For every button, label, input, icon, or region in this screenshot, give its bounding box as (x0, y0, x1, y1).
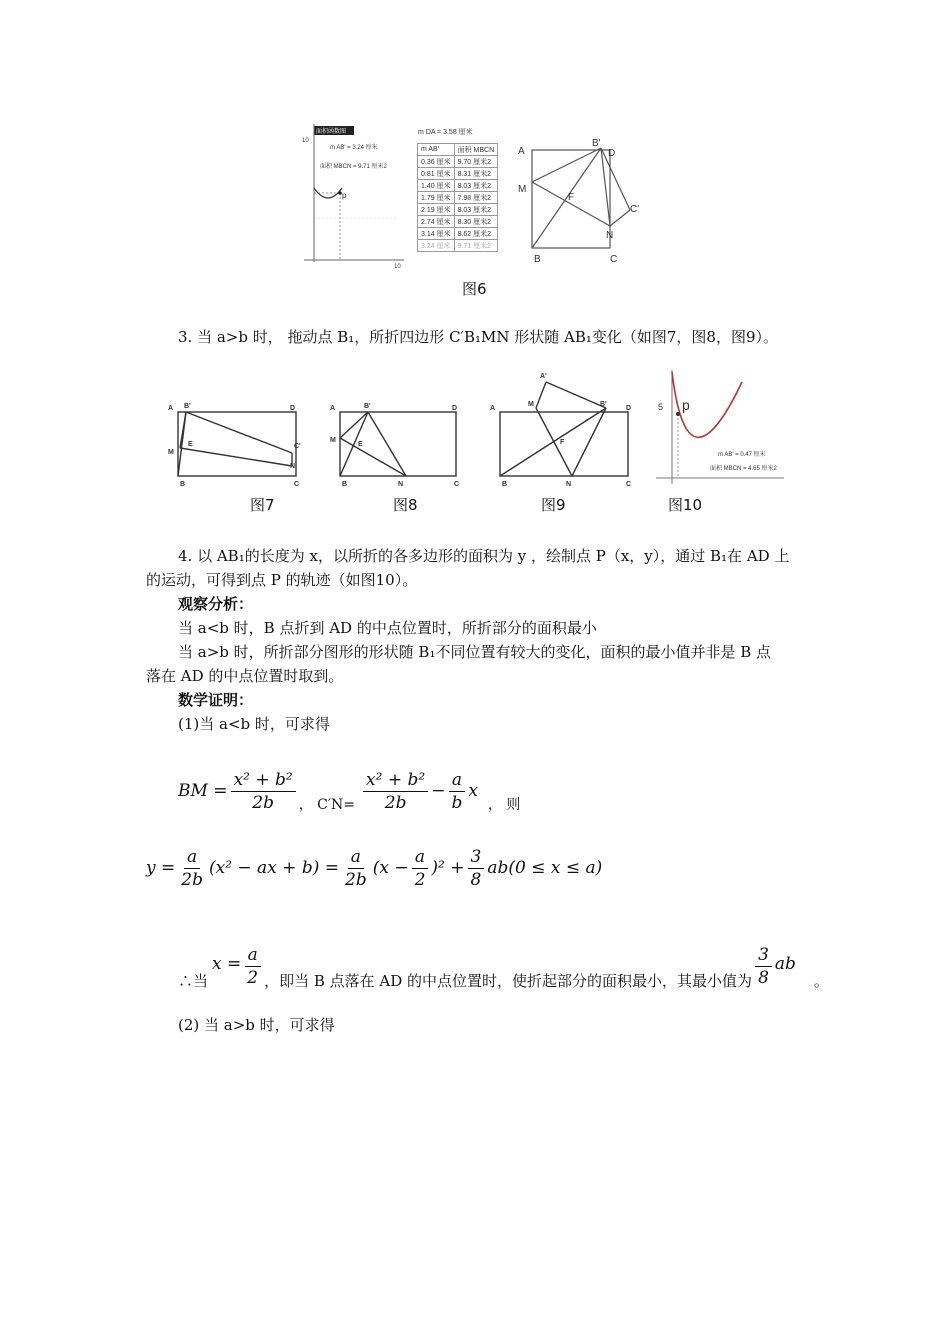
fig7-label-e: E (188, 441, 193, 448)
table-row (418, 180, 498, 192)
fig6-label-a: A (518, 146, 525, 157)
fig9-label-a1: A' (540, 373, 547, 380)
table-header-cell: m AB' (418, 144, 455, 156)
figure-6-geometry (514, 134, 654, 266)
fig8-label-n: N (398, 481, 404, 488)
table-header-row (418, 144, 498, 156)
fig7-label-c: C (294, 481, 300, 488)
conclusion-x-eq: x = (212, 954, 242, 974)
formula-denominator: 2b (181, 869, 203, 890)
table-cell: 3.14 厘米 (418, 228, 455, 240)
fig6-point-label: p (342, 191, 347, 200)
fig9-label-d: D (626, 405, 632, 412)
table-cell: 0.81 厘米 (418, 168, 455, 180)
formula-y-label: y = (146, 858, 176, 878)
formula-denominator: 2b (345, 869, 367, 890)
figure-8 (328, 398, 468, 490)
fig10-point-label: p (682, 397, 690, 413)
table-cell: 8.62 厘米2 (454, 228, 498, 240)
table-cell: 2.74 厘米 (418, 216, 455, 228)
formula-part-2b: )² + (431, 858, 465, 878)
fig7-label-m: M (168, 449, 174, 456)
formula-cn-label: ， C′N= (298, 797, 356, 813)
table-cell: 3.24 厘米 (418, 240, 455, 252)
fig6-table-title: m DA = 3.58 厘米 (418, 129, 473, 136)
formula-y (146, 840, 602, 896)
fig8-label-d: D (452, 405, 458, 412)
formula-part-3: ab(0 ≤ x ≤ a) (487, 858, 603, 878)
fig9-label-f: F (560, 439, 565, 446)
observation-heading: 观察分析： (178, 595, 254, 613)
formula-numerator: a (449, 770, 465, 792)
fig10-measure-area: 面积 MBCN = 4.65 厘米2 (710, 466, 777, 472)
observation-1: 当 a<b 时，B 点折到 AD 的中点位置时，所折部分的面积最小 (178, 619, 597, 637)
formula-tail: ， 则 (487, 797, 521, 813)
conclusion-ab: ab (774, 954, 796, 974)
figure-10 (652, 366, 788, 490)
table-cell: 1.79 厘米 (418, 192, 455, 204)
formula-part-1: (x² − ax + b) = (208, 858, 339, 878)
proof-case-2: (2) 当 a>b 时，可求得 (178, 1016, 335, 1034)
paragraph-4-line-1: 4. 以 AB₁的长度为 x，以所折的各多边形的面积为 y ，绘制点 P（x，y），通过 B₁在 AD 上 (178, 547, 790, 565)
figure-8-caption: 图8 (393, 496, 418, 514)
fig6-label-n: N (606, 230, 614, 241)
table-row (418, 216, 498, 228)
conclusion-line (178, 938, 829, 992)
table-cell: 8.30 厘米2 (454, 216, 498, 228)
fig7-label-a: A (168, 405, 174, 412)
formula-minus: − (431, 781, 446, 801)
fig7-label-b: B (180, 481, 186, 488)
formula-x: x (468, 781, 478, 801)
fig8-label-e: E (358, 441, 363, 448)
formula-numerator: a (245, 945, 261, 967)
conclusion-text: ，即当 B 点落在 AD 的中点位置时，使折起部分的面积最小，其最小值为 (264, 972, 753, 990)
conclusion-therefore: ∴当 (178, 972, 209, 990)
fig6-label-d: D (608, 148, 616, 159)
figure-6-table (417, 143, 498, 252)
table-cell: 8.31 厘米2 (454, 168, 498, 180)
table-cell: 9.71 厘米2 (454, 240, 498, 252)
table-row (418, 240, 498, 252)
figure-6-caption: 图6 (462, 280, 487, 298)
table-cell: 0.36 厘米 (418, 156, 455, 168)
formula-numerator: 3 (468, 847, 485, 869)
fig6-button-label: 面积函数图 (316, 129, 347, 135)
table-row (418, 228, 498, 240)
figure-9 (488, 368, 638, 490)
formula-numerator: x² + b² (231, 770, 296, 792)
fig9-label-b1: B' (600, 401, 607, 408)
formula-bm-label: BM = (178, 781, 228, 801)
formula-denominator: 2b (384, 792, 407, 813)
formula-denominator: 8 (758, 968, 769, 988)
fig8-label-m: M (330, 437, 336, 444)
formula-part-2a: (x − (372, 858, 409, 878)
fig9-label-b: B (502, 481, 508, 488)
figure-10-caption: 图10 (668, 496, 703, 514)
formula-denominator: b (451, 792, 463, 813)
fig9-label-n: N (566, 481, 572, 488)
figure-6-table-title-svg (414, 124, 514, 138)
formula-numerator: a (184, 847, 200, 869)
table-cell: 1.40 厘米 (418, 180, 455, 192)
fig6-label-m: M (518, 184, 527, 195)
fig6-y-tick: 10 (302, 138, 309, 144)
formula-denominator: 2b (252, 792, 274, 813)
table-row (418, 204, 498, 216)
formula-numerator: x² + b² (363, 770, 428, 792)
formula-denominator: 2 (414, 869, 426, 890)
figure-6-graph (300, 122, 410, 270)
fig7-label-b1: B' (184, 403, 191, 410)
table-row (418, 156, 498, 168)
formula-denominator: 8 (470, 869, 482, 890)
fig6-x-tick: 10 (394, 264, 401, 270)
figure-7 (166, 398, 306, 490)
table-row (418, 168, 498, 180)
fig8-label-a: A (330, 405, 336, 412)
paragraph-3: 3. 当 a>b 时， 拖动点 B₁，所折四边形 C′B₁MN 形状随 AB₁变化（如图7，图8，图9）。 (178, 328, 779, 346)
proof-case-1: (1)当 a<b 时，可求得 (178, 715, 330, 733)
table-cell: 8.03 厘米2 (454, 180, 498, 192)
figure-9-caption: 图9 (541, 496, 566, 514)
fig8-label-b1: B' (364, 403, 371, 410)
fig7-label-d: D (290, 405, 296, 412)
formula-denominator: 2 (247, 968, 259, 988)
table-cell: 2.19 厘米 (418, 204, 455, 216)
fig6-label-f: F (568, 192, 575, 203)
fig6-measure-ab: m AB' = 3.24 厘米 (330, 145, 378, 151)
formula-numerator: 3 (755, 945, 772, 967)
formula-numerator: a (348, 847, 364, 869)
paragraph-4-line-2: 的运动，可得到点 P 的轨迹（如图10）。 (146, 571, 418, 589)
table-cell: 8.03 厘米2 (454, 204, 498, 216)
fig6-label-c: C (610, 254, 618, 265)
table-header-cell: 面积 MBCN (454, 144, 498, 156)
fig6-label-c1: C' (630, 204, 640, 215)
observation-2-line-1: 当 a>b 时，所折部分图形的形状随 B₁不同位置有较大的变化，面积的最小值并非是 B 点 (178, 643, 772, 661)
formula-numerator: a (412, 847, 428, 869)
fig7-label-n: N (290, 463, 296, 470)
fig10-measure-ab: m AB' = 0.47 厘米 (718, 452, 766, 458)
conclusion-end: 。 (813, 972, 829, 990)
table-cell: 7.98 厘米2 (454, 192, 498, 204)
fig9-label-m: M (528, 401, 534, 408)
figure-7-caption: 图7 (250, 496, 275, 514)
fig7-label-c1: C' (294, 443, 301, 450)
formula-bm-cn (178, 764, 520, 818)
fig6-measure-area: 面积 MBCN = 9.71 厘米2 (320, 164, 387, 170)
fig6-label-b1: B' (592, 138, 601, 149)
fig9-label-a: A (490, 405, 496, 412)
observation-2-line-2: 落在 AD 的中点位置时取到。 (146, 667, 344, 685)
table-cell: 9.70 厘米2 (454, 156, 498, 168)
fig8-label-b: B (342, 481, 348, 488)
proof-heading: 数学证明： (178, 691, 254, 709)
fig10-y-tick: 5 (658, 402, 664, 412)
fig8-label-c: C (454, 481, 460, 488)
fig9-label-c: C (626, 481, 632, 488)
table-row (418, 192, 498, 204)
fig6-label-b: B (534, 254, 541, 265)
